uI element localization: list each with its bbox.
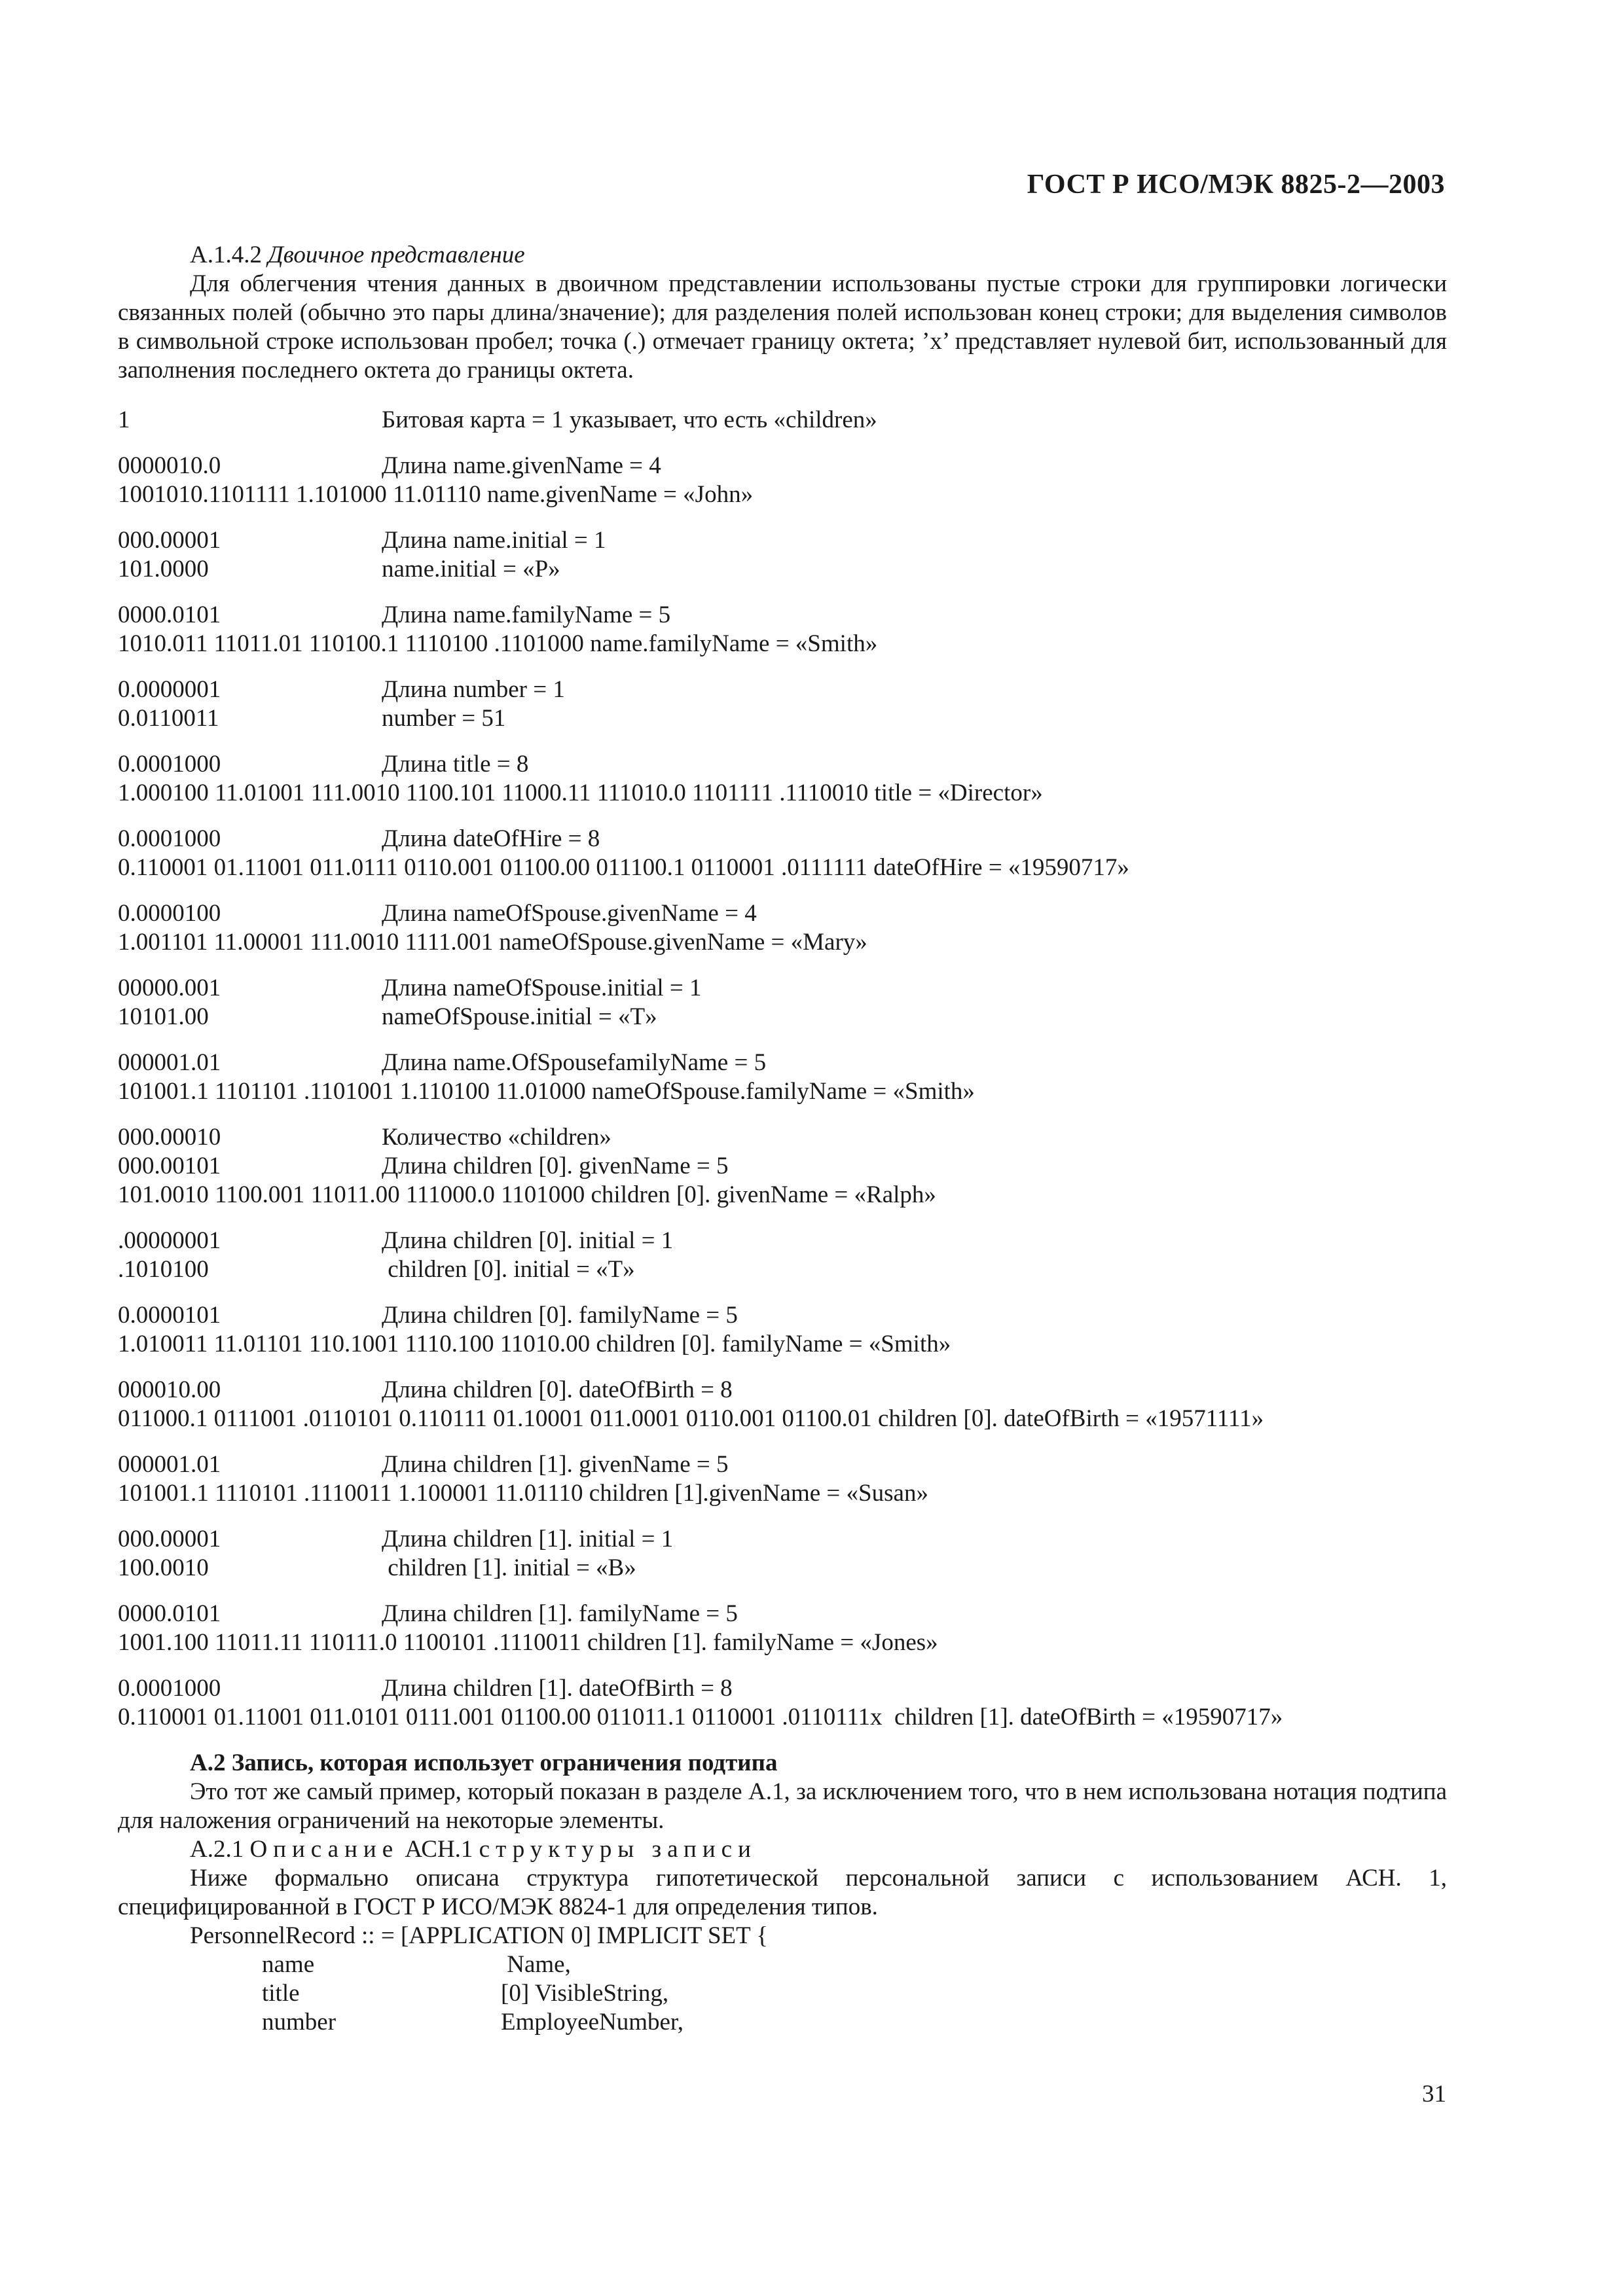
section-a2-title: A.2 Запись, которая использует ограничения подтипа: [190, 1749, 778, 1776]
binary-code: 0.0000001: [118, 676, 221, 703]
declaration-fields: [118, 1950, 1447, 2037]
binary-code: 101001.1 1110101 .1110011 1.100001 11.01110 children [1].givenName = «Susan»: [118, 1480, 928, 1507]
field-description: Длина title = 8: [382, 751, 529, 778]
field-description: Количество «children»: [382, 1124, 611, 1151]
declaration-head: PersonnelRecord :: = [APPLICATION 0] IMPLICIT SET {: [190, 1922, 769, 1949]
record-group: [118, 1674, 1447, 1732]
field-description: children [1]. initial = «B»: [382, 1554, 636, 1581]
binary-code: 0.0001000: [118, 1675, 221, 1702]
record-row: [118, 1450, 1447, 1479]
record-row: [118, 779, 1447, 808]
record-row: [118, 1077, 1447, 1106]
declaration-field: [118, 2008, 1447, 2037]
record-row: [118, 1405, 1447, 1433]
binary-code: 000.00101: [118, 1153, 221, 1179]
field-type: Name,: [501, 1951, 571, 1978]
field-description: children [0]. initial = «T»: [382, 1256, 635, 1283]
field-description: Длина name.OfSpousefamilyName = 5: [382, 1049, 767, 1076]
subsection-a21-number: A.2.1: [190, 1836, 244, 1863]
binary-code: 000.00010: [118, 1124, 221, 1151]
record-row: [118, 1152, 1447, 1181]
record-row: [118, 1376, 1447, 1405]
binary-code: 101.0010 1100.001 11011.00 111000.0 1101000 children [0]. givenName = «Ralph»: [118, 1181, 936, 1208]
intro-paragraph: Для облегчения чтения данных в двоичном представлении использованы пустые строки для группировки логически связанных полей (обычно это пары длина/значение); для разделения полей использован конец строки; для выделения символов в символьной строке использован пробел; точка (.) отмечает границу октета; ’x’ представляет нулевой бит, использованный для заполнения последнего октета до границы октета.: [118, 270, 1447, 384]
field-description: Длина number = 1: [382, 676, 565, 703]
record-row: [118, 1525, 1447, 1554]
binary-code: 000001.01: [118, 1049, 221, 1076]
binary-code: .00000001: [118, 1227, 221, 1254]
binary-code: 100.0010: [118, 1554, 209, 1581]
record-group: [118, 750, 1447, 808]
field-description: Длина name.givenName = 4: [382, 452, 661, 479]
section-a2-paragraph: Это тот же самый пример, который показан в разделе A.1, за исключением того, что в нем использована нотация подтипа для наложения ограничений на некоторые элементы.: [118, 1778, 1447, 1834]
record-row: [118, 1330, 1447, 1359]
record-row: [118, 750, 1447, 779]
subsection-heading: [118, 241, 1447, 270]
record-group: [118, 1301, 1447, 1359]
record-row: [118, 1703, 1447, 1732]
binary-code: 000.00001: [118, 527, 221, 554]
record-row: [118, 1554, 1447, 1583]
field-type: EmployeeNumber,: [501, 2009, 684, 2036]
record-row: [118, 1600, 1447, 1628]
record-row: [118, 630, 1447, 658]
declaration-field: [118, 1979, 1447, 2008]
subsection-number: A.1.4.2: [190, 242, 262, 268]
binary-code: 000001.01: [118, 1451, 221, 1478]
subsection-title: Двоичное представление: [268, 242, 525, 268]
record-row: [118, 452, 1447, 480]
binary-code: 10101.00: [118, 1003, 209, 1030]
record-group: [118, 1227, 1447, 1284]
subsection-a21-spaced-after: структуры записи: [479, 1836, 757, 1863]
field-description: Длина children [0]. dateOfBirth = 8: [382, 1376, 733, 1403]
record-row: [118, 675, 1447, 704]
binary-code: 1001010.1101111 1.101000 11.01110 name.givenName = «John»: [118, 481, 754, 508]
field-description: Длина name.initial = 1: [382, 527, 606, 554]
record-group: [118, 899, 1447, 957]
binary-code: 0.0000101: [118, 1302, 221, 1329]
record-row: [118, 406, 1447, 435]
binary-code: 000010.00: [118, 1376, 221, 1403]
record-group: [118, 825, 1447, 882]
record-group: [118, 1450, 1447, 1508]
record-group: [118, 974, 1447, 1031]
binary-code: 101001.1 1101101 .1101001 1.110100 11.01000 nameOfSpouse.familyName = «Smith»: [118, 1078, 975, 1105]
binary-code: 0.0001000: [118, 825, 221, 852]
field-description: name.initial = «P»: [382, 556, 560, 583]
record-row: [118, 1227, 1447, 1255]
declaration-field: [118, 1950, 1447, 1979]
binary-code: 0000010.0: [118, 452, 221, 479]
field-name: name: [262, 1951, 315, 1978]
binary-code: 1.001101 11.00001 111.0010 1111.001 nameOfSpouse.givenName = «Mary»: [118, 929, 867, 956]
record-row: [118, 1479, 1447, 1508]
record-row: [118, 555, 1447, 584]
document-header: ГОСТ Р ИСО/МЭК 8825-2—2003: [1027, 170, 1445, 200]
subsection-a21-paragraph: Ниже формально описана структура гипотетической персональной записи с использованием АСН. 1, специфицированной в ГОСТ Р ИСО/МЭК 8824-1 для определения типов.: [118, 1865, 1447, 1920]
field-description: Длина children [0]. familyName = 5: [382, 1302, 738, 1329]
binary-code: 0000.0101: [118, 1600, 221, 1627]
field-description: Длина name.familyName = 5: [382, 601, 671, 628]
record-row: [118, 825, 1447, 853]
record-row: [118, 1674, 1447, 1703]
record-row: [118, 974, 1447, 1003]
page-content: [118, 241, 1447, 2037]
binary-code: 0000.0101: [118, 601, 221, 628]
record-row: [118, 480, 1447, 509]
page-number: 31: [1422, 2081, 1446, 2108]
record-group: [118, 1376, 1447, 1433]
record-group: [118, 1600, 1447, 1657]
binary-records: [118, 406, 1447, 1732]
record-row: [118, 853, 1447, 882]
binary-code: 011000.1 0111001 .0110101 0.110111 01.10001 011.0001 0110.001 01100.01 children [0]. dateOfBirth = «19571111»: [118, 1405, 1264, 1432]
record-row: [118, 526, 1447, 555]
binary-code: 1010.011 11011.01 110100.1 1110100 .1101000 name.familyName = «Smith»: [118, 630, 878, 657]
record-group: [118, 526, 1447, 584]
binary-code: 1: [118, 406, 130, 433]
binary-code: 0.0110011: [118, 705, 219, 732]
field-description: Длина children [1]. givenName = 5: [382, 1451, 729, 1478]
field-type: [0] VisibleString,: [501, 1980, 669, 2007]
binary-code: 0.0000100: [118, 900, 221, 927]
binary-code: 1.000100 11.01001 111.0010 1100.101 11000.11 111010.0 1101111 .1110010 title = «Director»: [118, 780, 1043, 806]
record-group: [118, 675, 1447, 733]
binary-code: 1001.100 11011.11 110111.0 1100101 .1110011 children [1]. familyName = «Jones»: [118, 1629, 938, 1656]
record-group: [118, 406, 1447, 435]
record-group: [118, 1123, 1447, 1210]
record-row: [118, 1123, 1447, 1152]
binary-code: .1010100: [118, 1256, 209, 1283]
record-row: [118, 704, 1447, 733]
field-description: Длина children [1]. initial = 1: [382, 1526, 674, 1552]
record-group: [118, 1525, 1447, 1583]
field-name: number: [262, 2009, 337, 2036]
subsection-a21-term: АСН.1: [405, 1836, 473, 1863]
record-row: [118, 1301, 1447, 1330]
record-group: [118, 452, 1447, 509]
binary-code: 0.110001 01.11001 011.0101 0111.001 01100.00 011011.1 0110001 .0110111x children [1]. dateOfBirth = «19590717»: [118, 1704, 1283, 1731]
field-description: Длина children [0]. initial = 1: [382, 1227, 674, 1254]
binary-code: 0.0001000: [118, 751, 221, 778]
field-description: Длина children [0]. givenName = 5: [382, 1153, 729, 1179]
field-description: nameOfSpouse.initial = «T»: [382, 1003, 657, 1030]
record-row: [118, 1628, 1447, 1657]
field-description: Длина nameOfSpouse.givenName = 4: [382, 900, 757, 927]
field-description: Длина children [1]. dateOfBirth = 8: [382, 1675, 733, 1702]
field-description: Длина nameOfSpouse.initial = 1: [382, 975, 702, 1001]
record-row: [118, 1181, 1447, 1210]
field-name: title: [262, 1980, 300, 2007]
record-group: [118, 1049, 1447, 1106]
record-row: [118, 1255, 1447, 1284]
binary-code: 00000.001: [118, 975, 221, 1001]
record-group: [118, 601, 1447, 658]
binary-code: 0.110001 01.11001 011.0111 0110.001 01100.00 011100.1 0110001 .0111111 dateOfHire = «19590717»: [118, 854, 1129, 881]
subsection-a21-heading: [118, 1835, 1447, 1864]
record-row: [118, 928, 1447, 957]
binary-code: 1.010011 11.01101 110.1001 1110.100 11010.00 children [0]. familyName = «Smith»: [118, 1331, 951, 1357]
field-description: number = 51: [382, 705, 506, 732]
binary-code: 000.00001: [118, 1526, 221, 1552]
field-description: Битовая карта = 1 указывает, что есть «children»: [382, 406, 877, 433]
record-row: [118, 899, 1447, 928]
subsection-a21-spaced-before: Описание: [249, 1836, 399, 1863]
binary-code: 101.0000: [118, 556, 209, 583]
field-description: Длина children [1]. familyName = 5: [382, 1600, 738, 1627]
record-row: [118, 601, 1447, 630]
record-row: [118, 1003, 1447, 1031]
field-description: Длина dateOfHire = 8: [382, 825, 600, 852]
record-row: [118, 1049, 1447, 1077]
